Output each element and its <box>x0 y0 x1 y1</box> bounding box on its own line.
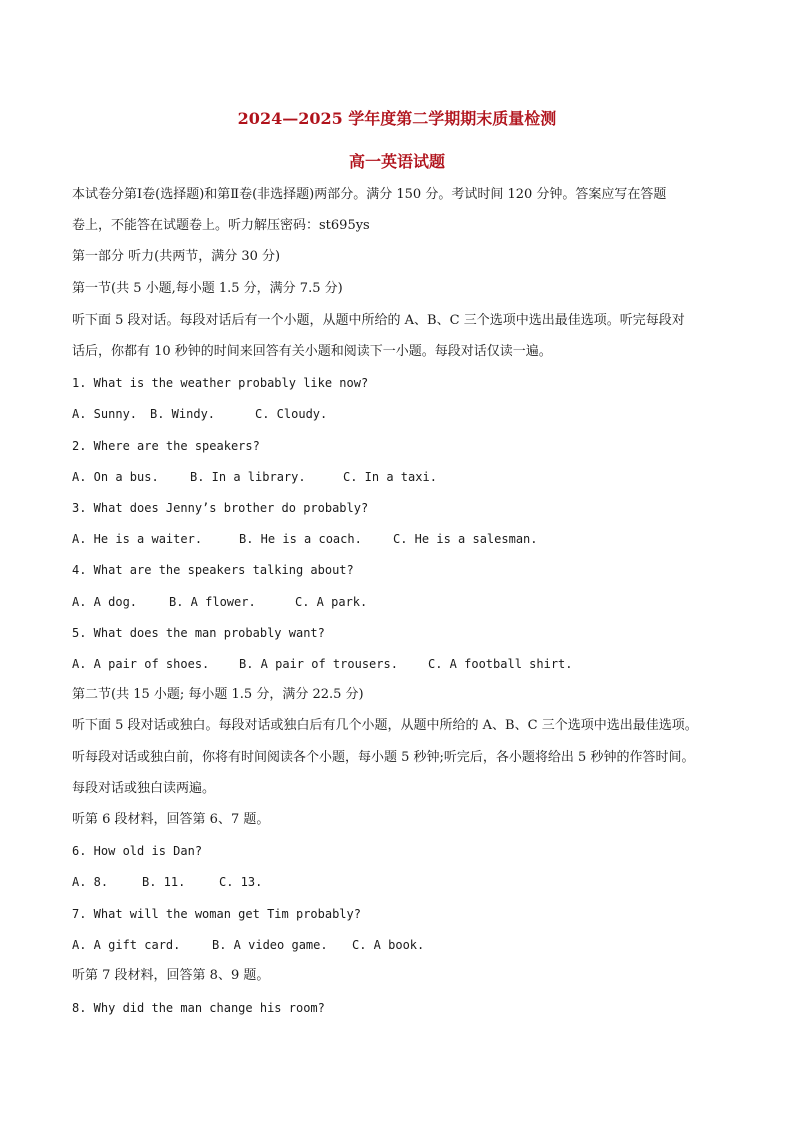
question-7: 7. What will the woman get Tim probably? <box>72 907 361 921</box>
question-1: 1. What is the weather probably like now? <box>72 376 369 390</box>
material-6-heading: 听第 6 段材料，回答第 6、7 题。 <box>72 812 270 827</box>
intro-line-2: 卷上，不能答在试题卷上。听力解压密码：st695ys <box>72 218 370 233</box>
question-3: 3. What does Jenny’s brother do probably? <box>72 501 369 515</box>
options-2 <box>72 467 724 487</box>
question-2: 2. Where are the speakers? <box>72 439 260 453</box>
option-a: A. Sunny. <box>72 407 138 421</box>
option-a: A. He is a waiter. <box>72 532 203 546</box>
exam-subtitle: 高一英语试题 <box>348 152 445 171</box>
material-7-heading: 听第 7 段材料，回答第 8、9 题。 <box>72 968 270 983</box>
option-a: A. 8. <box>72 875 109 889</box>
option-c: C. He is a salesman. <box>393 532 538 546</box>
question-4: 4. What are the speakers talking about? <box>72 563 354 577</box>
option-b: B. Windy. <box>150 407 216 421</box>
option-a: A. A pair of shoes. <box>72 657 210 671</box>
section1-instruction-2: 话后，你都有 10 秒钟的时间来回答有关小题和阅读下一小题。每段对话仅读一遍。 <box>72 344 552 359</box>
option-c: C. Cloudy. <box>255 407 328 421</box>
options-3 <box>72 529 724 549</box>
section2-heading: 第二节(共 15 小题; 每小题 1.5 分，满分 22.5 分) <box>72 687 364 702</box>
question-6: 6. How old is Dan? <box>72 844 203 858</box>
section2-instruction-1: 听下面 5 段对话或独白。每段对话或独白后有几个小题，从题中所给的 A、B、C 三个选项中选出最佳选项。 <box>72 718 698 733</box>
options-6 <box>72 872 724 892</box>
option-b: B. A flower. <box>169 595 256 609</box>
option-b: B. A video game. <box>212 938 328 952</box>
options-1 <box>72 404 724 424</box>
option-b: B. In a library. <box>190 470 306 484</box>
option-c: C. In a taxi. <box>343 470 437 484</box>
exam-title: 2024—2025 学年度第二学期期末质量检测 <box>237 109 557 128</box>
intro-line-1: 本试卷分第Ⅰ卷(选择题)和第Ⅱ卷(非选择题)两部分。满分 150 分。考试时间 120 分钟。答案应写在答题 <box>72 187 667 202</box>
question-8: 8. Why did the man change his room? <box>72 1001 325 1015</box>
option-b: B. A pair of trousers. <box>239 657 398 671</box>
option-b: B. He is a coach. <box>239 532 362 546</box>
question-5: 5. What does the man probably want? <box>72 626 325 640</box>
option-c: C. A book. <box>352 938 425 952</box>
section1-instruction-1: 听下面 5 段对话。每段对话后有一个小题，从题中所给的 A、B、C 三个选项中选出最佳选项。听完每段对 <box>72 313 685 328</box>
options-5 <box>72 654 724 674</box>
option-a: A. A gift card. <box>72 938 181 952</box>
section2-instruction-2: 听每段对话或独白前，你将有时间阅读各个小题，每小题 5 秒钟;听完后，各小题将给出 5 秒钟的作答时间。 <box>72 750 695 765</box>
option-c: C. A football shirt. <box>428 657 573 671</box>
section1-heading: 第一节(共 5 小题,每小题 1.5 分，满分 7.5 分) <box>72 281 343 296</box>
option-c: C. 13. <box>219 875 263 889</box>
options-7 <box>72 935 724 955</box>
option-c: C. A park. <box>295 595 368 609</box>
option-b: B. 11. <box>142 875 186 889</box>
options-4 <box>72 592 724 612</box>
option-a: A. A dog. <box>72 595 138 609</box>
part1-heading: 第一部分 听力(共两节，满分 30 分) <box>72 249 281 264</box>
option-a: A. On a bus. <box>72 470 159 484</box>
section2-instruction-3: 每段对话或独白读两遍。 <box>72 781 216 796</box>
